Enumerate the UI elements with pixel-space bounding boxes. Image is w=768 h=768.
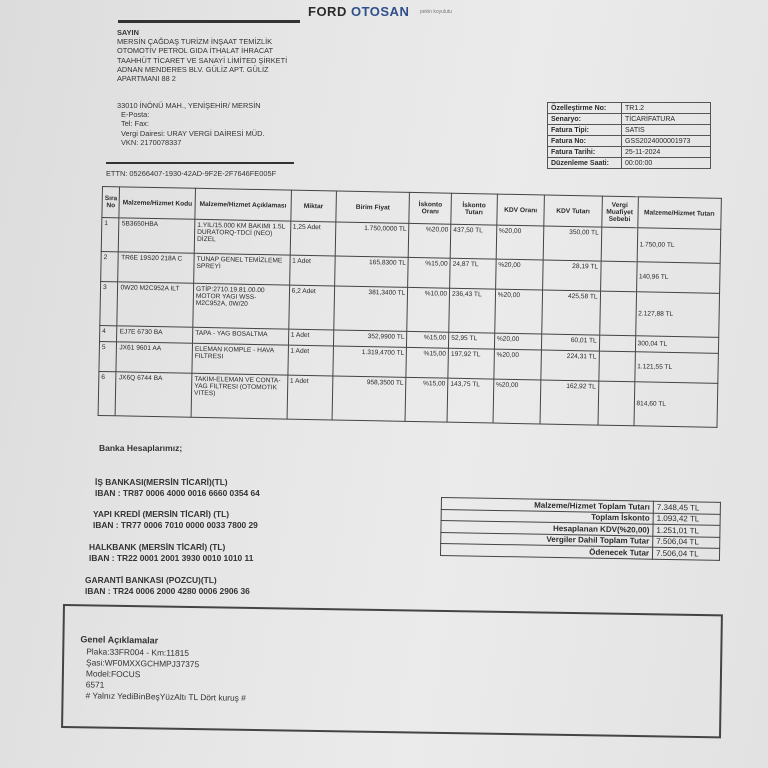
info-row [548,125,711,136]
table-cell: 958,3500 TL [332,376,406,421]
table-cell: TR6E 19S20 218A C [118,252,194,283]
table-cell: 3 [100,281,118,325]
table-cell: TUNAP GENEL TEMİZLEME SPREYİ [194,253,290,285]
table-cell: 300,04 TL [635,336,719,354]
notes-line: # Yalnız YediBinBeşYüzAltı TL Dört kuruş # [85,690,246,703]
col-header: Malzeme/Hizmet Açıklaması [195,188,291,221]
table-cell: %20,00 [494,333,542,350]
table-cell [599,291,636,336]
info-key: Düzenleme Saati: [548,158,622,169]
table-cell: %20,00 [493,379,541,424]
table-cell: 1.121,55 TL [634,352,718,384]
table-cell: %20,00 [494,349,542,380]
table-cell: 60,01 TL [542,334,600,351]
table-cell: 1 Adet [288,329,334,346]
table-cell: EJ7E 6730 BA [117,326,193,343]
notes-line: 6571 [85,679,105,690]
brand-subtitle: pekin koyulutu [420,9,452,15]
table-cell: 425,58 TL [542,290,600,335]
bank-name: HALKBANK (MERSİN TİCARİ) (TL) [89,542,226,552]
table-cell [598,381,635,426]
table-cell: 162,92 TL [540,380,598,425]
col-header: İskonto Oranı [409,192,451,224]
buyer-contact-block [117,101,264,147]
bank-account [95,477,260,499]
info-value: 00:00:00 [622,158,711,169]
totals-key: Toplam İskonto [441,509,653,524]
table-cell: 52,95 TL [449,332,495,349]
table-cell: %20,00 [495,259,543,290]
bank-name: GARANTİ BANKASI (POZCU)(TL) [85,575,217,585]
info-row [548,147,711,158]
bank-name: YAPI KREDİ (MERSİN TİCARİ) (TL) [93,509,230,519]
notes-line: Şasi:WF0MXXGCHMPJ37375 [86,657,200,670]
table-cell: 236,43 TL [449,288,495,333]
table-cell: 1 Adet [287,345,333,376]
table-cell: 381,3400 TL [334,286,408,331]
items-table [98,186,722,428]
bank-account [89,542,253,564]
table-cell: 1 Adet [287,375,333,420]
table-cell: 1 [101,218,119,252]
table-cell: 352,9900 TL [334,330,408,347]
totals-value: 1.093,42 TL [653,513,720,526]
table-cell: 4 [100,325,118,341]
buyer-line: APARTMANI 88 2 [117,74,176,84]
invoice-info-table [547,102,711,169]
buyer-city: 33010 İNÖNÜ MAH., YENİŞEHİR/ MERSİN [117,101,261,110]
bank-accounts-title: Banka Hesaplarımız; [99,443,183,453]
table-cell: 1.750,0000 TL [335,222,409,257]
col-header: İskonto Tutarı [451,193,497,225]
col-header: Birim Fiyat [336,191,410,223]
table-cell: 1.YIL/15.000 KM BAKIMI 1.5L DURATORQ-TDCİ (NEO) DİZEL [194,219,290,255]
table-cell: 2 [101,251,119,281]
col-header: Miktar [290,190,336,222]
totals-key: Ödenecek Tutar [440,544,652,559]
info-row [548,103,711,114]
table-cell: JX61 9601 AA [116,342,192,373]
buyer-line: ADNAN MENDERES BLV. GÜLİZ APT. GÜLİZ [117,64,269,74]
notes-lines [85,646,246,704]
ettn-rule [106,162,294,164]
bank-iban: IBAN : TR22 0001 2001 3930 0010 1010 11 [89,553,254,563]
brand-logo [308,4,409,19]
info-key: Senaryo: [548,114,622,125]
table-cell: 140,96 TL [636,262,720,294]
table-cell: 814,60 TL [633,382,717,428]
col-header: Malzeme/Hizmet Kodu [119,187,195,219]
totals-table [440,497,721,560]
table-cell: 165,8300 TL [335,256,409,287]
table-cell: 350,00 TL [543,226,601,261]
info-key: Fatura Tipi: [548,125,622,136]
totals-value: 1.251,01 TL [653,524,720,537]
table-cell: 6 [98,371,116,415]
info-value: TR1.2 [622,103,711,114]
buyer-block [117,28,287,83]
totals-key: Malzeme/Hizmet Toplam Tutarı [441,498,653,513]
table-cell: 2.127,88 TL [635,292,719,338]
buyer-salutation: SAYIN [117,28,139,37]
info-value: GSS2024000001973 [622,136,711,147]
table-cell: TAPA - YAG BOSALTMA [193,327,289,345]
bank-account [85,575,250,597]
table-cell: %15,00 [407,331,449,348]
table-cell: TAKIM-ELEMAN VE CONTA-YAG FILTRESI (OTOMOTIK VITES) [191,373,287,419]
bank-iban: IBAN : TR24 0006 2000 4280 0006 2906 36 [85,586,250,596]
table-cell [601,227,638,262]
info-key: Özelleştirme No: [548,103,622,114]
table-cell: 143,75 TL [447,378,493,423]
table-cell: 1.750,00 TL [637,228,721,264]
notes-line: Model:FOCUS [85,668,141,680]
buyer-line: MERSİN ÇAĞDAŞ TURİZM İNŞAAT TEMİZLİK [117,37,273,47]
buyer-line: OTOMOTİV PETROL GIDA İTHALAT İHRACAT [117,46,274,56]
table-cell: 5B3650HBA [119,218,195,253]
table-cell: 28,19 TL [543,260,601,291]
table-cell: 1 Adet [289,255,335,286]
info-key: Fatura No: [548,136,622,147]
table-cell [598,351,634,382]
buyer-line: TAAHHÜT TİCARET VE SANAYİ LİMİTED ŞİRKETİ [117,55,288,65]
table-cell: 5 [99,341,117,371]
buyer-tax-office: Vergi Dairesi: URAY VERGİ DAİRESİ MÜD. [121,128,265,138]
info-row [548,114,711,125]
col-header: Vergi Muafiyet Sebebi [601,196,637,228]
info-key: Fatura Tarihi: [548,147,622,158]
table-cell: 0W20 M2C952A ILT [117,282,193,327]
table-cell: 24,87 TL [450,258,496,289]
info-value: SATIS [622,125,711,136]
ettn: ETTN: 05266407-1930-42AD-9F2E-2F7646FE005F [106,169,277,178]
totals-value: 7.348,45 TL [653,501,720,514]
table-cell: ELEMAN KOMPLE - HAVA FILTRESI [192,343,288,375]
table-cell: %20,00 [494,289,542,334]
info-value: TİCARİFATURA [622,114,711,125]
totals-value: 7.506,04 TL [652,547,719,560]
buyer-phone: Tel: Fax: [121,119,149,129]
table-cell: %10,00 [407,287,450,332]
bank-iban: IBAN : TR87 0006 4000 0016 6660 0354 64 [95,488,260,498]
totals-key: Hesaplanan KDV(%20,00) [441,521,653,536]
table-cell: GTİP:2710.19.81.00.00 MOTOR YAGI WSS-M2C952A, 0W/20 [193,283,289,329]
info-row [548,158,711,169]
table-cell: 224,31 TL [541,350,599,381]
notes-title: Genel Açıklamalar [80,634,159,646]
table-cell: %15,00 [405,377,448,422]
buyer-vkn: VKN: 2170078337 [121,137,182,147]
table-cell: 6,2 Adet [288,285,334,330]
brand-left: FORD [308,4,351,19]
totals-key: Vergiler Dahil Toplam Tutar [441,532,653,547]
table-cell: %15,00 [408,257,450,288]
buyer-email: E-Posta: [121,110,150,120]
col-header: KDV Oranı [497,194,545,226]
table-cell: 1.319,4700 TL [333,346,407,377]
table-cell [600,261,636,292]
general-notes-box [61,604,723,738]
col-header: Malzeme/Hizmet Tutarı [637,197,721,230]
col-header: KDV Tutarı [544,195,602,227]
totals-value: 7.506,04 TL [653,536,720,549]
table-cell: 437,50 TL [450,224,496,259]
notes-line: Plaka:33FR004 - Km:11815 [86,646,190,658]
table-cell: 197,92 TL [448,348,494,379]
header-rule [118,20,300,23]
bank-iban: IBAN : TR77 0006 7010 0000 0033 7800 29 [93,520,258,530]
bank-name: İŞ BANKASI(MERSİN TİCARİ)(TL) [95,477,228,487]
table-cell: %20,00 [496,225,544,260]
info-row [548,136,711,147]
table-cell [599,335,635,352]
table-cell: JX6Q 6744 BA [116,372,192,417]
table-cell: %20,00 [409,223,451,258]
col-header: Sıra No [102,187,120,218]
info-value: 25-11-2024 [622,147,711,158]
table-cell: %15,00 [406,347,448,378]
table-cell: 1,25 Adet [290,221,336,256]
bank-account [93,509,258,531]
brand-right: OTOSAN [350,4,410,19]
